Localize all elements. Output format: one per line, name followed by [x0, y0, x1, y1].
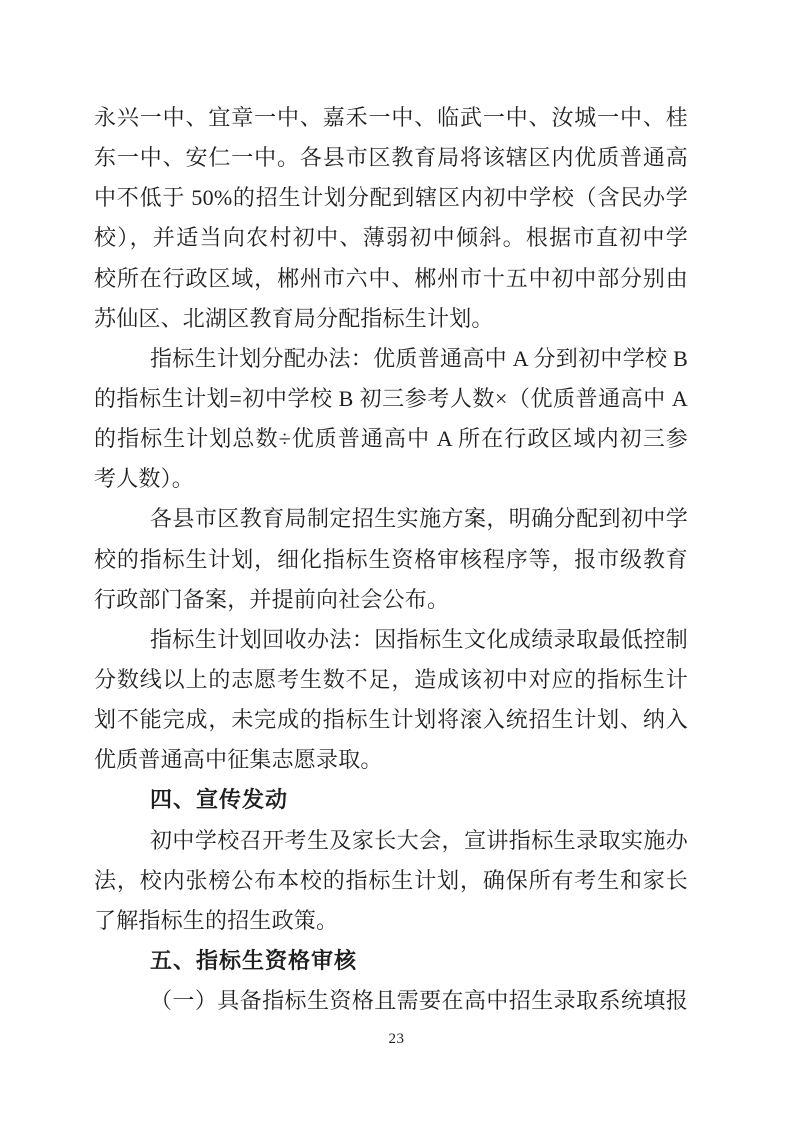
text-line: 分数线以上的志愿考生数不足，造成该初中对应的指标生计 — [94, 666, 688, 692]
document-body — [94, 98, 688, 1021]
text-line: 校所在行政区域，郴州市六中、郴州市十五中初中部分别由 — [94, 265, 688, 291]
text-line: 校），并适当向农村初中、薄弱初中倾斜。根据市直初中学 — [94, 225, 688, 251]
text-line: 优质普通高中征集志愿录取。 — [94, 747, 383, 773]
text-line: （一）具备指标生资格且需要在高中招生录取系统填报 — [150, 988, 688, 1014]
text-line: 的指标生计划=初中学校 B 初三参考人数×（优质普通高中 A — [94, 385, 688, 411]
section-heading: 四、宣传发动 — [150, 787, 289, 813]
text-line: 指标生计划回收办法：因指标生文化成绩录取最低控制 — [150, 626, 688, 652]
text-line: 的指标生计划总数÷优质普通高中 A 所在行政区域内初三参 — [94, 426, 688, 452]
text-line: 了解指标生的招生政策。 — [94, 907, 339, 933]
text-line: 指标生计划分配办法：优质普通高中 A 分到初中学校 B — [150, 345, 688, 371]
text-line: 考人数）。 — [94, 466, 195, 492]
text-line: 永兴一中、宜章一中、嘉禾一中、临武一中、汝城一中、桂 — [94, 105, 688, 130]
text-line: 法，校内张榜公布本校的指标生计划，确保所有考生和家长 — [94, 867, 688, 893]
text-line: 行政部门备案，并提前向社会公布。 — [94, 586, 450, 612]
text-line: 中不低于 50%的招生计划分配到辖区内初中学校（含民办学 — [94, 185, 688, 211]
text-line: 各县市区教育局制定招生实施方案，明确分配到初中学 — [150, 506, 688, 532]
page-number: 23 — [388, 1031, 405, 1047]
text-line: 划不能完成，未完成的指标生计划将滚入统招生计划、纳入 — [94, 707, 688, 733]
text-line: 校的指标生计划，细化指标生资格审核程序等，报市级教育 — [94, 546, 688, 572]
text-line: 初中学校召开考生及家长大会，宣讲指标生录取实施办 — [150, 827, 688, 853]
section-heading: 五、指标生资格审核 — [150, 947, 358, 973]
text-line: 东一中、安仁一中。各县市区教育局将该辖区内优质普通高 — [94, 145, 688, 171]
text-line: 苏仙区、北湖区教育局分配指标生计划。 — [94, 305, 494, 331]
